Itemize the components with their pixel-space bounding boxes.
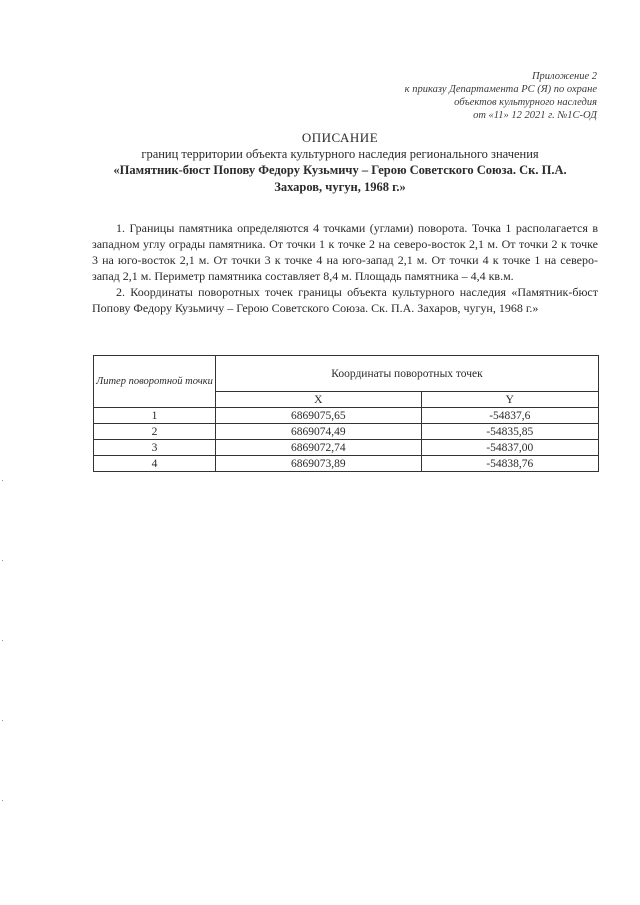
paragraph-coordinates: 2. Координаты поворотных точек границы объекта культурного наследия «Памятник-бюст Попову Федору Кузьмичу – Герою Советского Союза. Ск. П.А. Захаров, чугун, 1968 г.» (92, 285, 598, 315)
header-x: X (216, 392, 422, 408)
appendix-line-3: объектов культурного наследия (454, 97, 597, 108)
point-number: 2 (94, 424, 216, 440)
coordinates-table (93, 355, 599, 472)
coord-y: -54838,76 (421, 456, 598, 472)
scan-margin-mark (2, 800, 3, 801)
document-body (92, 220, 598, 316)
table-row (94, 456, 599, 472)
coord-y: -54837,00 (421, 440, 598, 456)
coord-y: -54835,85 (421, 424, 598, 440)
scan-margin-mark (2, 720, 3, 721)
object-name-line-2: Захаров, чугун, 1968 г.» (274, 180, 406, 194)
point-number: 4 (94, 456, 216, 472)
header-coordinates: Координаты поворотных точек (216, 356, 599, 392)
coord-y: -54837,6 (421, 408, 598, 424)
scan-margin-mark (2, 640, 3, 641)
point-number: 3 (94, 440, 216, 456)
header-point-letter: Литер поворотной точки (94, 356, 216, 408)
header-y: Y (421, 392, 598, 408)
table-row (94, 408, 599, 424)
appendix-header (405, 70, 597, 122)
object-name-line-1: «Памятник-бюст Попову Федору Кузьмичу – Герою Советского Союза. Ск. П.А. (113, 163, 567, 177)
coord-x: 6869074,49 (216, 424, 422, 440)
scan-margin-mark (2, 560, 3, 561)
document-title: ОПИСАНИЕ (301, 130, 379, 145)
scan-margin-mark (2, 480, 3, 481)
point-number: 1 (94, 408, 216, 424)
coord-x: 6869072,74 (216, 440, 422, 456)
document-title-block (80, 130, 600, 196)
appendix-line-4: от «11» 12 2021 г. №1С-ОД (473, 110, 597, 121)
appendix-line-1: Приложение 2 (531, 71, 597, 82)
document-subtitle: границ территории объекта культурного наследия регионального значения (141, 147, 539, 161)
coord-x: 6869075,65 (216, 408, 422, 424)
table-row (94, 424, 599, 440)
coord-x: 6869073,89 (216, 456, 422, 472)
table-row (94, 440, 599, 456)
appendix-line-2: к приказу Департамента РС (Я) по охране (404, 84, 597, 95)
paragraph-boundaries: 1. Границы памятника определяются 4 точками (углами) поворота. Точка 1 располагается в западном углу ограды памятника. От точки 1 к точке 2 на северо-восток 2,1 м. От точки 2 к точке 3 на юго-восток 2,1 м. От точки 3 к точке 4 на юго-запад 2,1 м. От точки 4 к точке 1 на северо-запад 2,1 м. Периметр памятника составляет 8,4 м. Площадь памятника – 4,4 кв.м. (92, 221, 598, 283)
